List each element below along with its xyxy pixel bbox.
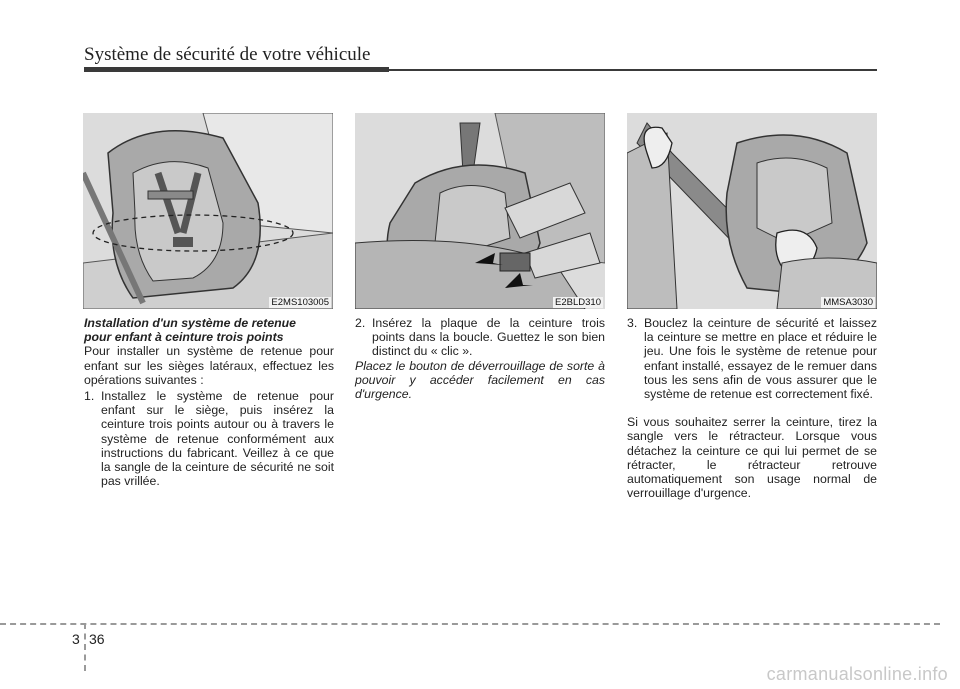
figure-code: MMSA3030	[823, 297, 873, 308]
step-number: 2.	[355, 316, 366, 330]
figure-code: E2BLD310	[555, 297, 601, 308]
tightening-paragraph: Si vous souhaitez serrer la ceinture, tirez la sangle vers le rétracteur. Lorsque vous détachez la ceinture ce qui lui permet de se rétracter, le rétracteur retrouve automatiquement son usage normal de verrouillage d'urgence.	[627, 415, 877, 501]
header-bar	[84, 67, 389, 72]
section-heading-line-1: Installation d'un système de retenue	[84, 316, 297, 330]
figure-buckle-insertion	[355, 113, 605, 309]
step-text: Installez le système de retenue pour enfant sur le siège, puis insérez la ceinture trois points autour ou à travers le système de retenue conformément aux instructions du fabricant. Veillez à ce que la sangle de la ceinture de sécurité ne soit pas vrillée.	[101, 389, 334, 489]
page-header-title: Système de sécurité de votre véhicule	[84, 44, 371, 65]
footer-dashed-divider	[84, 623, 86, 671]
step-number: 1.	[84, 389, 95, 404]
column-3	[627, 316, 877, 500]
figure-child-seat-installation	[83, 113, 333, 309]
figure-code: E2MS103005	[271, 297, 329, 308]
watermark: carmanualsonline.info	[766, 664, 948, 684]
belt-tightening-illustration	[627, 113, 877, 309]
step-3	[627, 316, 877, 401]
chapter-number: 3	[72, 631, 80, 647]
intro-paragraph: Pour installer un système de retenue pour enfant sur les sièges latéraux, effectuez les opérations suivantes :	[84, 344, 334, 387]
section-heading-line-2: pour enfant à ceinture trois points	[84, 330, 284, 345]
figure-belt-tightening	[627, 113, 877, 309]
step-1	[84, 389, 334, 488]
step-text: Insérez la plaque de la ceinture trois points dans la boucle. Guettez le son bien distinct du « clic ».	[372, 316, 605, 359]
child-seat-illustration	[83, 113, 333, 309]
section-heading	[84, 316, 334, 344]
column-2	[355, 316, 605, 401]
step-text: Bouclez la ceinture de sécurité et laissez la ceinture se mettre en place et réduire le jeu. Une fois le système de retenue pour enfant installé, essayez de le remuer dans tous les sens afin de vous assurer que le système de retenue est correctement fixé.	[644, 316, 877, 402]
step-number: 3.	[627, 316, 638, 330]
header-rule	[389, 69, 877, 71]
column-1	[84, 316, 334, 488]
step-2	[355, 316, 605, 359]
release-button-note: Placez le bouton de déverrouillage de sorte à pouvoir y accéder facilement en cas d'urgence.	[355, 358, 605, 402]
buckle-insertion-illustration	[355, 113, 605, 309]
footer-dashed-rule	[0, 623, 940, 625]
page-number: 36	[89, 631, 105, 647]
